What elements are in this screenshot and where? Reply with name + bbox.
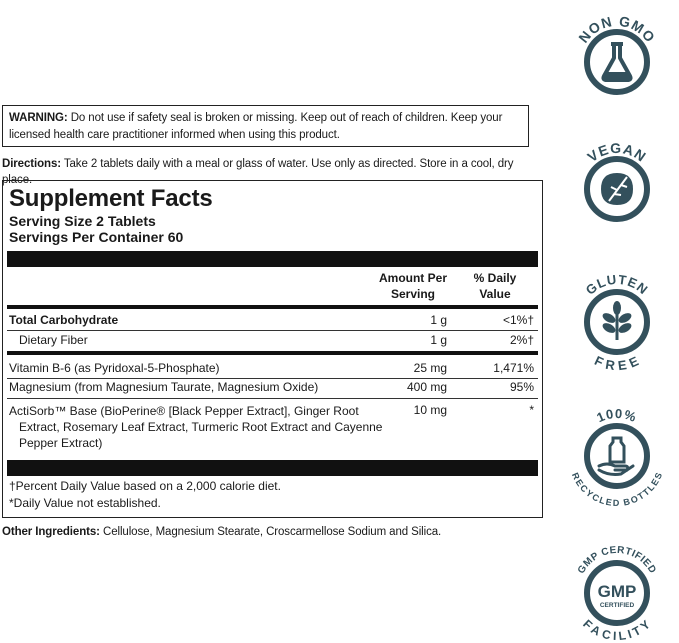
amount-header-line2: Serving — [390, 287, 435, 301]
gluten-free-badge — [569, 266, 665, 372]
warning-text: Do not use if safety seal is broken or missing. Keep out of reach of children. Keep your licensed health care practitioner informed when using this product. — [9, 112, 503, 141]
gmp-seal-icon — [569, 535, 665, 641]
nutrient-dv: * — [529, 403, 534, 417]
header-divider — [7, 305, 538, 309]
nutrient-dv: <1%† — [502, 313, 534, 327]
svg-text:RECYCLED BOTTLES: RECYCLED BOTTLES — [569, 471, 665, 506]
nutrient-amount: 400 mg — [406, 380, 447, 394]
svg-text:GLUTEN: GLUTEN — [582, 271, 652, 298]
servings-per-container: Servings Per Container 60 — [9, 229, 184, 245]
nutrient-name-line: Extract, Rosemary Leaf Extract, Turmeric Root Extract and Cayenne — [19, 420, 383, 434]
vegan-badge — [569, 127, 665, 233]
directions-text: Take 2 tablets daily with a meal or glass of water. Use only as directed. Store in a cool, dry place. — [2, 158, 514, 186]
nutrient-amount: 25 mg — [413, 361, 447, 375]
row-divider — [7, 398, 538, 399]
nutrient-name-line: ActiSorb™ Base (BioPerine® [Black Pepper Extract], Ginger Root — [9, 404, 359, 418]
svg-text:GMP CERTIFIED: GMP CERTIFIED — [575, 544, 659, 576]
other-ingredients-label: Other Ingredients: — [2, 526, 100, 538]
svg-text:FREE: FREE — [592, 352, 642, 372]
svg-text:CERTIFIED: CERTIFIED — [599, 602, 635, 609]
dv-header-line2: Value — [479, 287, 511, 301]
nutrient-dv: 2%† — [509, 333, 534, 347]
percent-dv-note: †Percent Daily Value based on a 2,000 calorie diet. — [9, 479, 281, 493]
nutrient-amount: 10 mg — [413, 403, 447, 417]
svg-text:100%: 100% — [594, 405, 640, 426]
supplement-facts-panel — [2, 180, 543, 518]
nutrient-name: Magnesium (from Magnesium Taurate, Magnesium Oxide) — [9, 380, 319, 394]
non-gmo-badge — [569, 0, 665, 106]
nutrient-name — [9, 403, 382, 451]
other-ingredients — [2, 524, 542, 540]
warning-box — [2, 105, 529, 147]
nutrient-dv: 1,471% — [493, 361, 534, 375]
row-divider — [7, 378, 538, 379]
supplement-facts-title: Supplement Facts — [9, 185, 213, 212]
other-ingredients-text: Cellulose, Magnesium Stearate, Croscarmellose Sodium and Silica. — [99, 526, 442, 538]
bottle-hand-icon — [569, 400, 665, 506]
svg-text:VEGAN: VEGAN — [584, 139, 650, 166]
bottom-thick-divider — [7, 460, 538, 476]
wheat-icon — [569, 266, 665, 372]
warning-label: WARNING: — [9, 112, 68, 124]
nutrient-name: Dietary Fiber — [19, 333, 88, 347]
thick-divider — [7, 251, 538, 267]
svg-text:FACILITY: FACILITY — [580, 616, 654, 641]
daily-value-header — [465, 270, 525, 302]
row-divider — [7, 330, 538, 331]
nutrient-name: Total Carbohydrate — [9, 313, 119, 327]
svg-text:NON GMO: NON GMO — [575, 12, 659, 46]
nutrient-name-line: Pepper Extract) — [19, 436, 103, 450]
nutrient-amount: 1 g — [430, 313, 447, 327]
leaf-icon — [569, 127, 665, 233]
amount-per-serving-header — [373, 270, 453, 302]
nutrient-amount: 1 g — [430, 333, 447, 347]
flask-icon — [569, 0, 665, 106]
serving-size: Serving Size 2 Tablets — [9, 213, 156, 229]
svg-text:GMP: GMP — [597, 582, 637, 601]
nutrient-name: Vitamin B-6 (as Pyridoxal-5-Phosphate) — [9, 361, 220, 375]
dv-not-established-note: *Daily Value not established. — [9, 496, 161, 510]
recycled-bottles-badge — [569, 400, 665, 506]
dv-header-line1: % Daily — [473, 271, 517, 285]
amount-header-line1: Amount Per — [378, 271, 447, 285]
nutrient-dv: 95% — [509, 380, 534, 394]
gmp-certified-badge — [569, 535, 665, 641]
directions-label: Directions: — [2, 158, 61, 170]
section-divider — [7, 351, 538, 355]
